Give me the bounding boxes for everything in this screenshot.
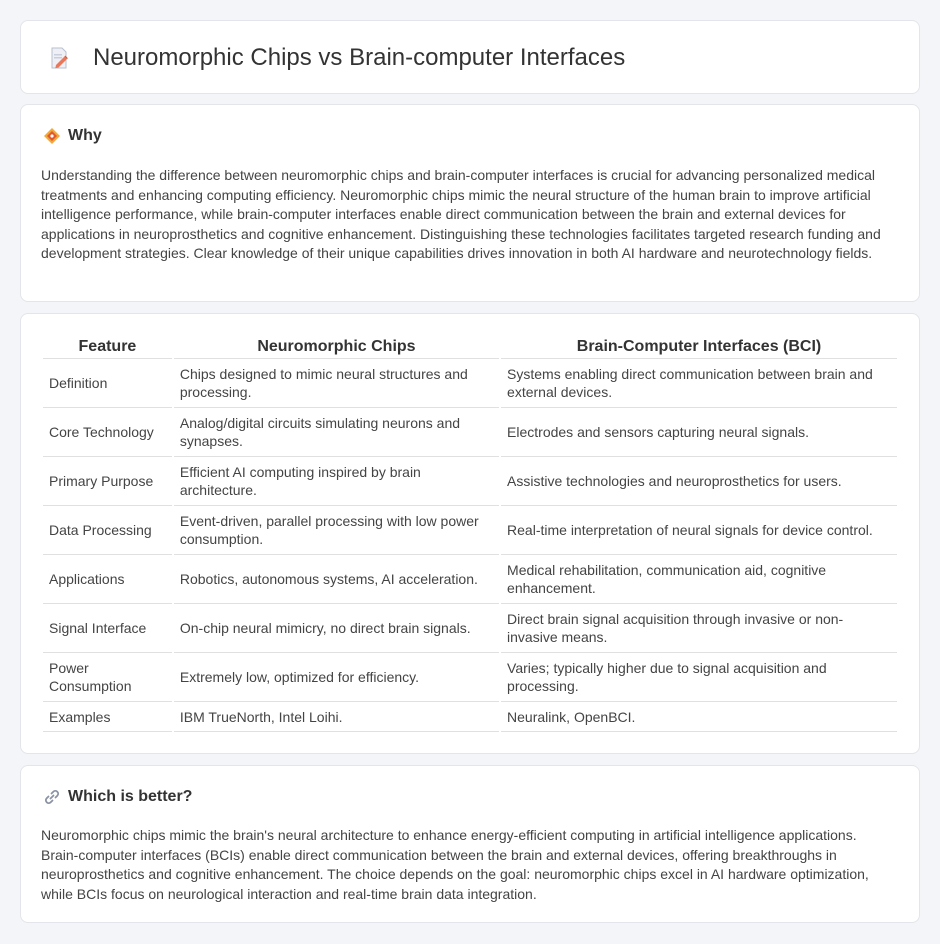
bci-cell: Direct brain signal acquisition through invasive or non-invasive means. bbox=[501, 604, 897, 653]
header-bci: Brain-Computer Interfaces (BCI) bbox=[501, 336, 897, 359]
neuromorphic-cell: IBM TrueNorth, Intel Loihi. bbox=[174, 702, 499, 732]
neuromorphic-cell: Analog/digital circuits simulating neurons and synapses. bbox=[174, 408, 499, 457]
better-text: Neuromorphic chips mimic the brain's neural architecture to enhance energy-efficient computing in artificial intelligence applications. Brain-computer interfaces (BCIs) enable direct communication between the brain and external devices, offering breakthroughs in neuroprosthetics and cognitive enhancement. The choice depends on the goal: neuromorphic chips excel in AI hardware optimization, while BCIs focus on neurological interaction and real-time brain data integration. bbox=[41, 827, 869, 902]
feature-cell: Applications bbox=[43, 555, 172, 604]
bci-cell: Assistive technologies and neuroprosthetics for users. bbox=[501, 457, 897, 506]
neuromorphic-cell: Event-driven, parallel processing with low power consumption. bbox=[174, 506, 499, 555]
why-heading-row bbox=[43, 127, 102, 145]
header-feature: Feature bbox=[43, 336, 172, 359]
neuromorphic-cell: Chips designed to mimic neural structures and processing. bbox=[174, 359, 499, 408]
feature-cell: Definition bbox=[43, 359, 172, 408]
feature-cell: Data Processing bbox=[43, 506, 172, 555]
table-row bbox=[43, 555, 897, 604]
title-card bbox=[20, 20, 920, 94]
which-is-better-section bbox=[20, 765, 920, 923]
bci-cell: Systems enabling direct communication between brain and external devices. bbox=[501, 359, 897, 408]
feature-cell: Power Consumption bbox=[43, 653, 172, 702]
bci-cell: Neuralink, OpenBCI. bbox=[501, 702, 897, 732]
table-row bbox=[43, 506, 897, 555]
table-row bbox=[43, 457, 897, 506]
table-header-row bbox=[43, 336, 897, 359]
page-title: Neuromorphic Chips vs Brain-computer Interfaces bbox=[93, 44, 626, 71]
feature-cell: Signal Interface bbox=[43, 604, 172, 653]
better-heading-row bbox=[43, 788, 192, 806]
document-edit-icon bbox=[47, 46, 71, 70]
better-heading: Which is better? bbox=[68, 788, 193, 805]
table-row bbox=[43, 702, 897, 732]
why-section bbox=[20, 104, 920, 302]
neuromorphic-cell: On-chip neural mimicry, no direct brain signals. bbox=[174, 604, 499, 653]
neuromorphic-cell: Efficient AI computing inspired by brain architecture. bbox=[174, 457, 499, 506]
bci-cell: Medical rehabilitation, communication aid, cognitive enhancement. bbox=[501, 555, 897, 604]
bci-cell: Real-time interpretation of neural signals for device control. bbox=[501, 506, 897, 555]
neuromorphic-cell: Robotics, autonomous systems, AI acceleration. bbox=[174, 555, 499, 604]
feature-cell: Core Technology bbox=[43, 408, 172, 457]
neuromorphic-cell: Extremely low, optimized for efficiency. bbox=[174, 653, 499, 702]
bci-cell: Varies; typically higher due to signal acquisition and processing. bbox=[501, 653, 897, 702]
table-row bbox=[43, 359, 897, 408]
feature-cell: Examples bbox=[43, 702, 172, 732]
diamond-icon bbox=[43, 127, 61, 145]
table-row bbox=[43, 408, 897, 457]
table-row bbox=[43, 604, 897, 653]
comparison-table bbox=[41, 336, 899, 732]
header-neuromorphic: Neuromorphic Chips bbox=[174, 336, 499, 359]
feature-cell: Primary Purpose bbox=[43, 457, 172, 506]
comparison-section bbox=[20, 313, 920, 754]
bci-cell: Electrodes and sensors capturing neural signals. bbox=[501, 408, 897, 457]
why-text: Understanding the difference between neuromorphic chips and brain-computer interfaces is crucial for advancing personalized medical treatments and enhancing computing efficiency. Neuromorphic chips mimic the neural structure of the human brain to improve artificial intelligence performance, while brain-computer interfaces enable direct communication between the brain and external devices for applications in neuroprosthetics and cognitive enhancement. Distinguishing these technologies facilitates targeted research funding and development strategies. Clear knowledge of their unique capabilities drives innovation in both AI hardware and neurotechnology fields. bbox=[41, 167, 881, 261]
why-heading: Why bbox=[68, 127, 102, 144]
link-icon bbox=[43, 788, 61, 806]
table-row bbox=[43, 653, 897, 702]
